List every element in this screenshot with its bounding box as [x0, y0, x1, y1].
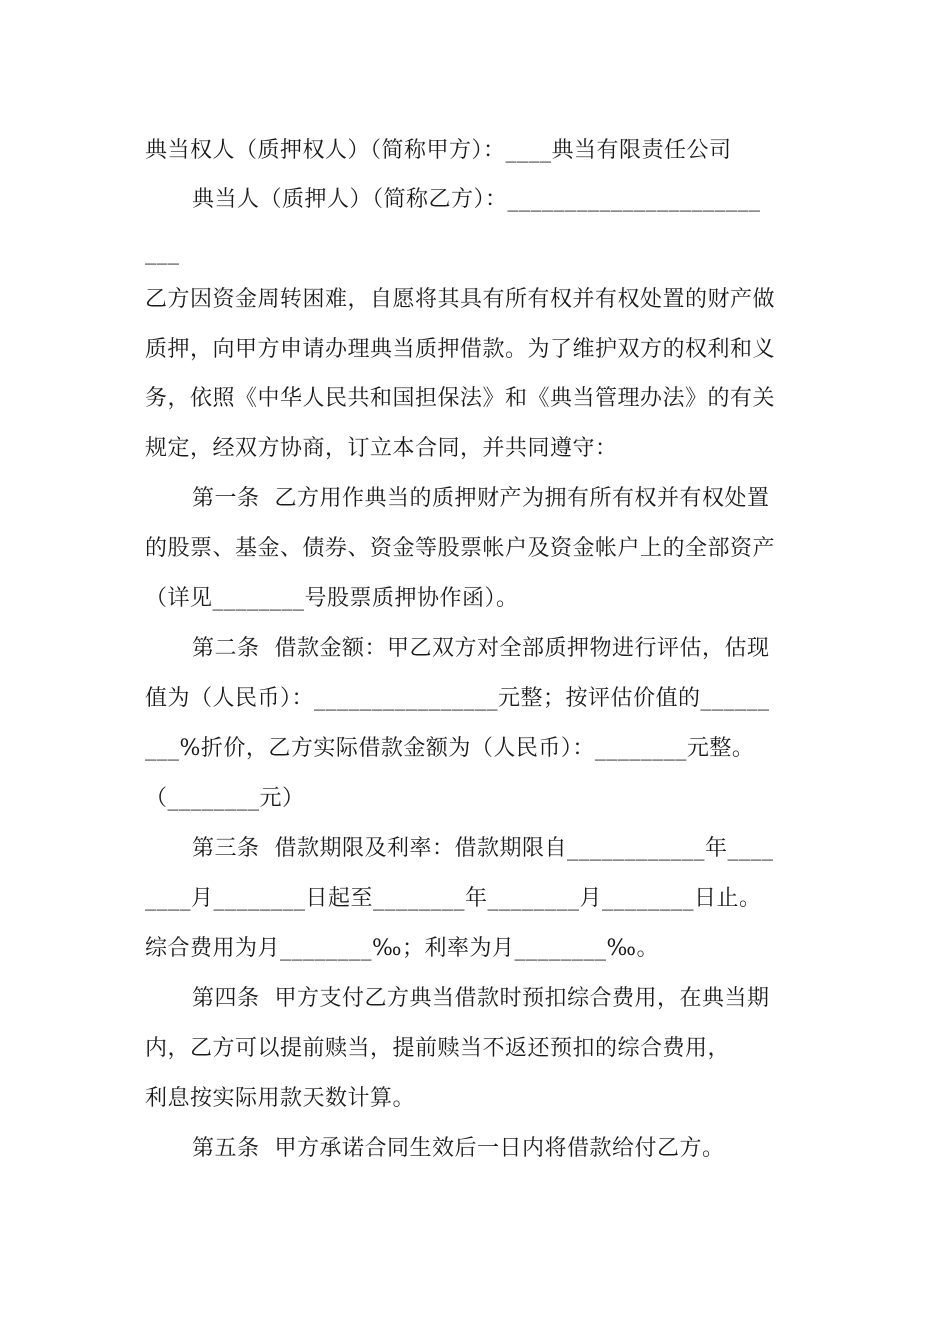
article-4-line-1: 第四条 甲方支付乙方典当借款时预扣综合费用，在典当期 [192, 986, 770, 1011]
preamble-line-3: 务，依照《中华人民共和国担保法》和《典当管理办法》的有关 [145, 386, 776, 411]
preamble-line-2: 质押，向甲方申请办理典当质押借款。为了维护双方的权利和义 [145, 337, 776, 362]
article-4-line-3: 利息按实际用款天数计算。 [145, 1086, 416, 1111]
article-2-line-3: ___%折价，乙方实际借款金额为（人民币）：________元整。 [145, 736, 755, 761]
preamble-line-4: 规定，经双方协商，订立本合同，并共同遵守： [145, 436, 618, 461]
article-3-line-2: ____月________日起至________年________月________日止。 [145, 886, 762, 911]
article-2-line-4: （________元） [145, 786, 305, 811]
article-1-line-3: （详见________号股票质押协作函）。 [145, 586, 519, 611]
pawner-party-line-continued: ___ [145, 240, 180, 265]
article-2-line-1: 第二条 借款金额：甲乙双方对全部质押物进行评估，估现 [192, 636, 770, 661]
article-1-line-2: 的股票、基金、债券、资金等股票帐户及资金帐户上的全部资产 [145, 536, 776, 561]
article-4-line-2: 内，乙方可以提前赎当，提前赎当不返还预扣的综合费用， [145, 1036, 731, 1061]
article-2-line-2: 值为（人民币）：________________元整；按评估价值的______ [145, 686, 770, 711]
article-1-line-1: 第一条 乙方用作典当的质押财产为拥有所有权并有权处置 [192, 486, 770, 511]
article-3-line-3: 综合费用为月________‰；利率为月________‰。 [145, 936, 660, 961]
article-5-line-1: 第五条 甲方承诺合同生效后一日内将借款给付乙方。 [192, 1136, 725, 1161]
pawner-party-line: 典当人（质押人）（简称乙方）：______________________ [192, 187, 761, 212]
article-3-line-1: 第三条 借款期限及利率：借款期限自____________年____ [192, 836, 774, 861]
pawnbroker-party-line: 典当权人（质押权人）（简称甲方）：____典当有限责任公司 [145, 138, 732, 163]
preamble-line-1: 乙方因资金周转困难，自愿将其具有所有权并有权处置的财产做 [145, 287, 776, 312]
